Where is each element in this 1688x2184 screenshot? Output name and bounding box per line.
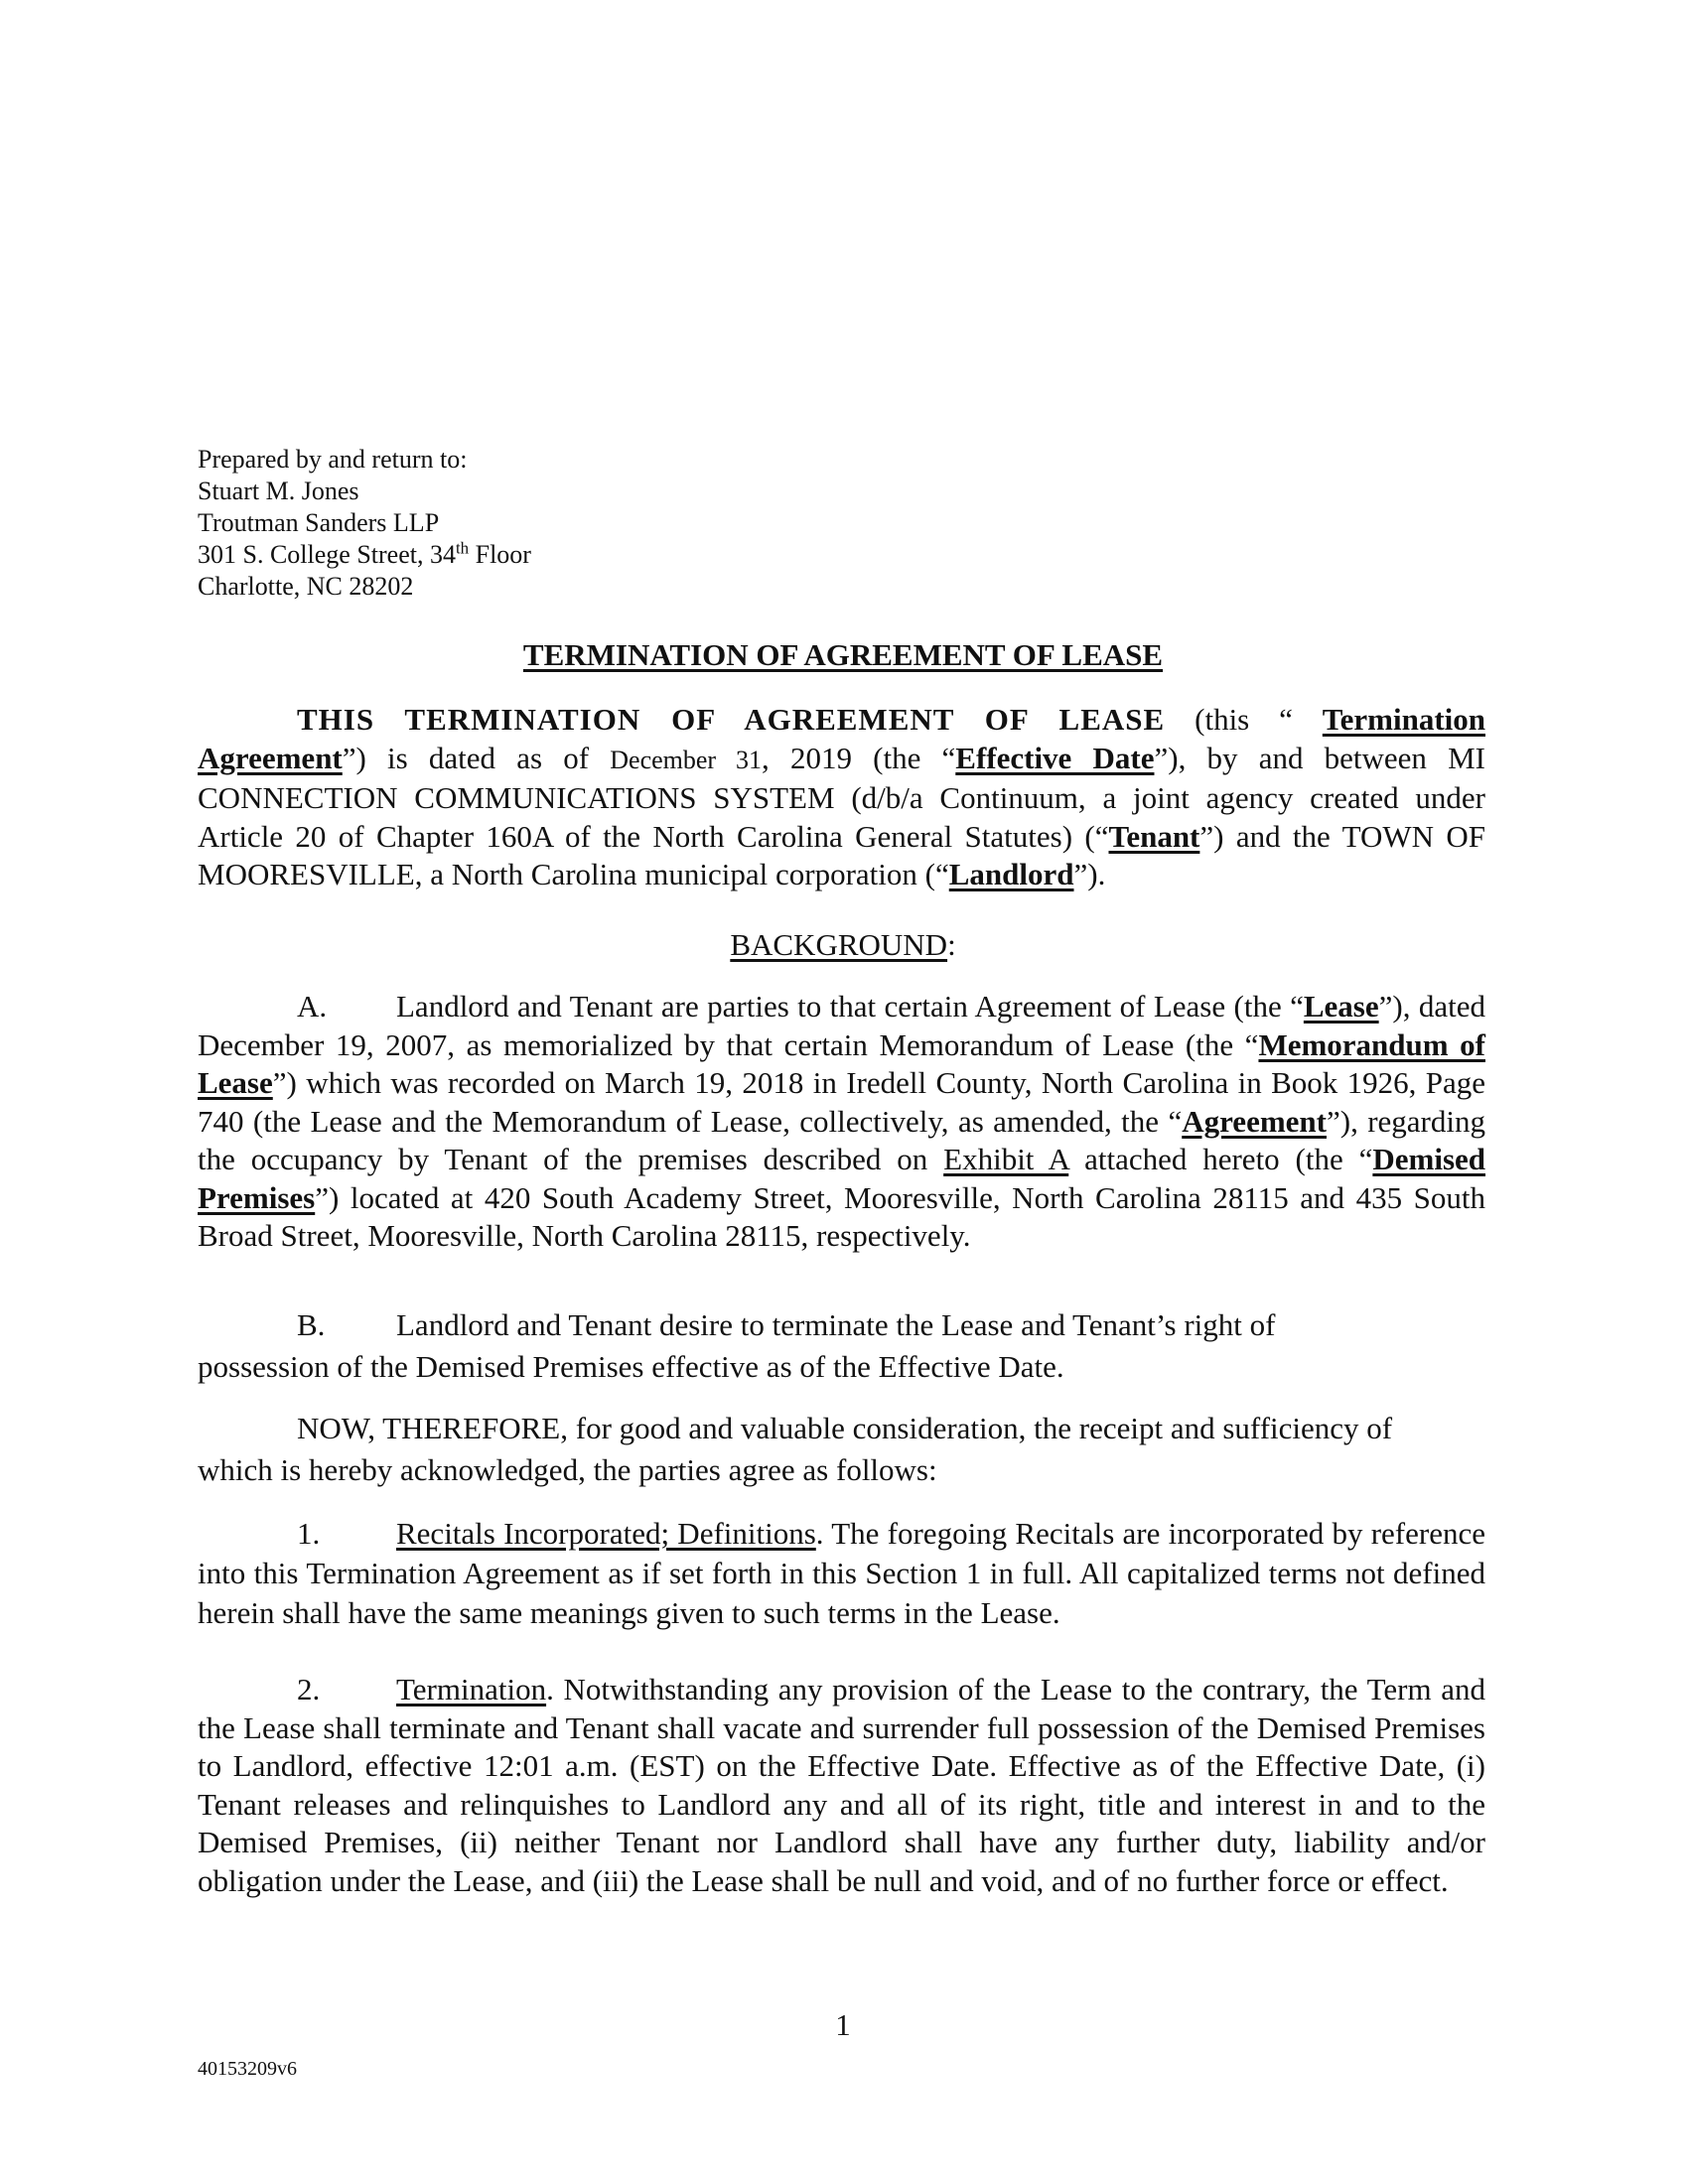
defined-term-termination: Termination — [1322, 702, 1485, 737]
section-1-heading: Recitals Incorporated; Definitions — [396, 1516, 816, 1551]
return-to-label: Prepared by and return to: — [198, 445, 468, 474]
recital-b-label: B. — [297, 1307, 326, 1342]
document-id: 40153209v6 — [198, 2058, 297, 2080]
section-1: 1. Recitals Incorporated; Definitions. The foregoing Recitals are incorporated by reference into this Termination Agreement as if set forth in this Section 1 in full. All capitalized terms not defined herein shall have the same meanings given to such terms in the Lease. — [198, 1516, 1485, 1630]
defined-term-tenant: Tenant — [1108, 818, 1200, 854]
date-small: December 31 — [610, 745, 763, 774]
section-2-heading: Termination — [396, 1672, 547, 1706]
now-therefore-paragraph: NOW, THEREFORE, for good and valuable consideration, the receipt and sufficiency of which is hereby acknowledged, the parties agree as follows: — [198, 1411, 1393, 1487]
recital-a: A. Landlord and Tenant are parties to that certain Agreement of Lease (the “Lease”), dated December 19, 2007, as memorialized by that certain Memorandum of Lease (the “Memorandum of Lease”) which was recorded on March 19, 2018 in Iredell County, North Carolina in Book 1926, Page 740 (the Lease and the Memorandum of Lease, collectively, as amended, the “Agreement”), regarding the occupancy by Tenant of the premises described on Exhibit A attached hereto (the “Demised Premises”) located at 420 South Academy Street, Mooresville, North Carolina 28115 and 435 South Broad Street, Mooresville, North Carolina 28115, respectively. — [198, 989, 1486, 1253]
return-to-name: Stuart M. Jones — [198, 477, 359, 505]
defined-term-landlord: Landlord — [948, 857, 1074, 891]
return-to-city: Charlotte, NC 28202 — [198, 572, 414, 601]
defined-term-lease: Lease — [1303, 989, 1379, 1024]
recital-b: B. Landlord and Tenant desire to terminate the Lease and Tenant’s right of possession of the Demised Premises effective as of the Effective Date. — [198, 1304, 1485, 1388]
defined-term-memorandum: Memorandum of Lease — [198, 1026, 1485, 1100]
section-2: 2. Termination. Notwithstanding any provision of the Lease to the contrary, the Term and the Lease shall terminate and Tenant shall vacate and surrender full possession of the Demised Premises to Landlord, effective 12:01 a.m. (EST) on the Effective Date. Effective as of the Effective Date, (i) Tenant releases and relinquishes to Landlord any and all of its right, title and interest in and to the Demised Premises, (ii) neither Tenant nor Landlord shall have any further duty, liability and/or obligation under the Lease, and (iii) the Lease shall be null and void, and of no further force or effect. — [198, 1672, 1485, 1898]
defined-term-effective-date: Effective Date — [955, 740, 1155, 775]
section-2-number: 2. — [297, 1672, 321, 1706]
intro-lead: THIS TERMINATION OF AGREEMENT OF LEASE — [297, 702, 1166, 737]
section-1-number: 1. — [297, 1516, 321, 1551]
background-heading: BACKGROUND: — [730, 927, 956, 962]
return-to-block — [198, 444, 531, 603]
return-to-street: 301 S. College Street, 34th Floor — [198, 538, 531, 569]
defined-term-agreement-2: Agreement — [1182, 1103, 1327, 1139]
defined-term-agreement: Agreement — [198, 740, 343, 775]
defined-term-demised-premises: Demised Premises — [198, 1142, 1486, 1215]
recital-a-label: A. — [297, 989, 328, 1024]
intro-paragraph: THIS TERMINATION OF AGREEMENT OF LEASE (this “ Termination Agreement”) is dated as of December 31, 2019 (the “Effective Date”), by and between MI CONNECTION COMMUNICATIONS SYSTEM (d/b/a Continuum, a joint agency created under Article 20 of Chapter 160A of the North Carolina General Statutes) (“Tenant”) and the TOWN OF MOORESVILLE, a North Carolina municipal corporation (“Landlord”). — [198, 702, 1485, 891]
exhibit-a-reference: Exhibit A — [943, 1142, 1069, 1176]
return-to-firm: Troutman Sanders LLP — [198, 508, 440, 537]
document-title: TERMINATION OF AGREEMENT OF LEASE — [522, 637, 1164, 672]
page-number: 1 — [835, 2007, 851, 2042]
